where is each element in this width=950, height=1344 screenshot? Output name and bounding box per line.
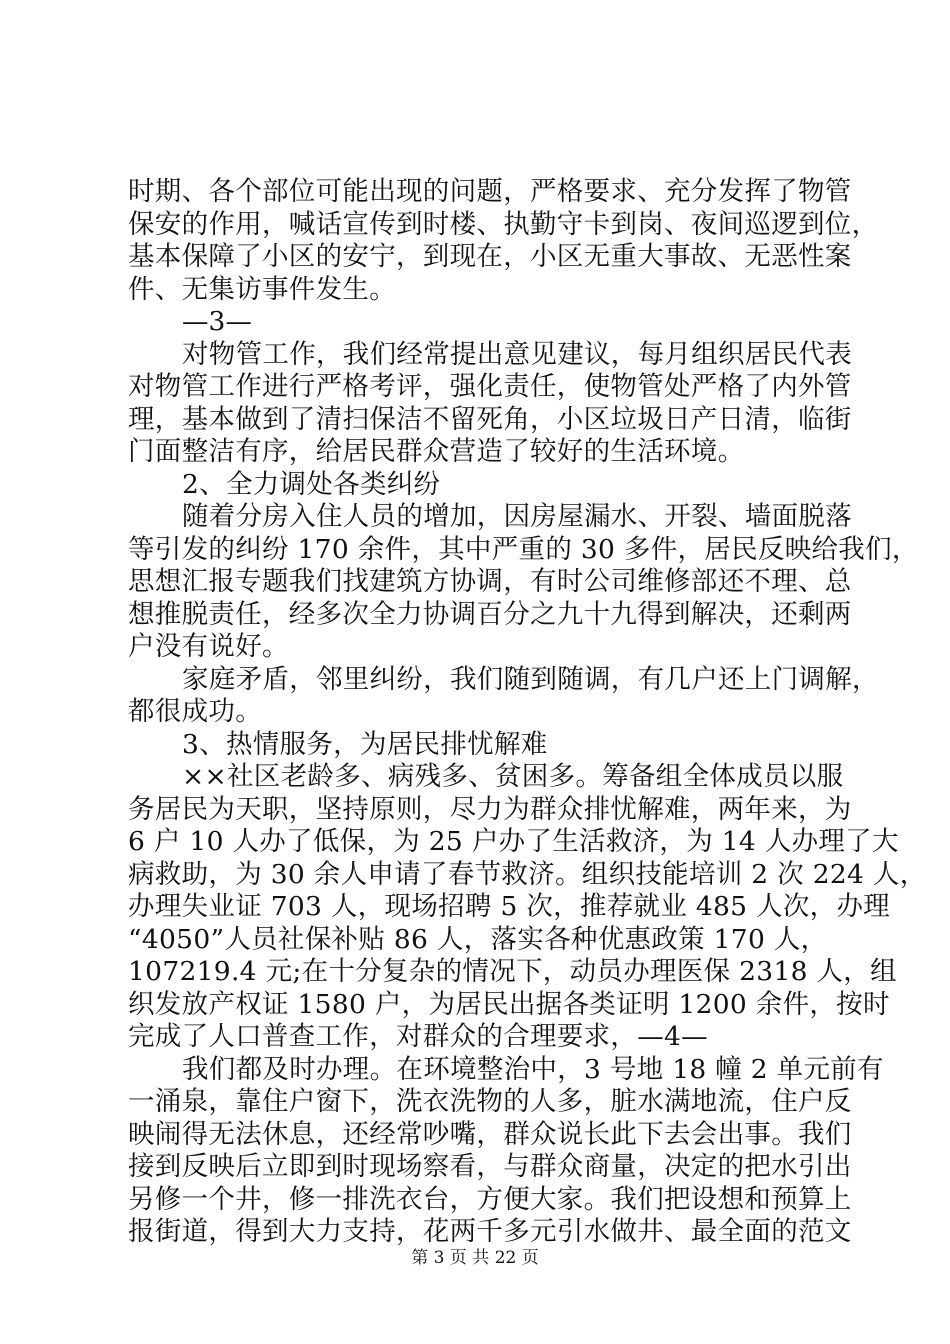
text-line: 对物管工作进行严格考评，强化责任，使物管处严格了内外管 (128, 371, 852, 402)
text-line: 时期、各个部位可能出现的问题，严格要求、充分发挥了物管 (128, 176, 852, 207)
text-line: 户没有说好。 (128, 631, 289, 662)
text-line: 都很成功。 (128, 696, 262, 727)
text-line: 保安的作用，喊话宣传到时楼、执勤守卡到岗、夜间巡逻到位， (128, 208, 879, 240)
text-line: 完成了人口普查工作，对群众的合理要求，—4— (128, 1021, 708, 1052)
text-line: 织发放产权证 1580 户，为居民出据各类证明 1200 余件，按时 (128, 988, 890, 1020)
paragraph-start: 对物管工作，我们经常提出意见建议，每月组织居民代表 (182, 338, 852, 370)
text-line: 理，基本做到了清扫保洁不留死角，小区垃圾日产日清，临街 (128, 403, 852, 435)
text-line: 务居民为天职，坚持原则，尽力为群众排忧解难，两年来，为 (128, 793, 852, 825)
text-line: 件、无集访事件发生。 (128, 273, 396, 305)
text-line: 另修一个井，修一排洗衣台，方便大家。我们把设想和预算上 (128, 1183, 852, 1215)
text-line: 107219.4 元;在十分复杂的情况下，动员办理医保 2318 人，组 (128, 956, 897, 987)
text-line: 一涌泉，靠住户窗下，洗衣洗物的人多，脏水满地流，住户反 (128, 1086, 852, 1117)
text-line: “4050”人员社保补贴 86 人，落实各种优惠政策 170 人， (128, 923, 828, 955)
text-line: 思想汇报专题我们找建筑方协调，有时公司维修部还不理、总 (128, 566, 852, 597)
text-line: 报街道，得到大力支持，花两千多元引水做井、最全面的范文 (128, 1216, 852, 1247)
paragraph-start: 随着分房入住人员的增加，因房屋漏水、开裂、墙面脱落 (182, 501, 852, 532)
text-line: 病救助，为 30 余人申请了春节救济。组织技能培训 2 次 224 人， (128, 858, 927, 890)
page-marker: —3— (182, 306, 252, 337)
text-line: 映闹得无法休息，还经常吵嘴，群众说长此下去会出事。我们 (128, 1118, 852, 1150)
text-line: 等引发的纠纷 170 余件，其中严重的 30 多件，居民反映给我们， (128, 533, 919, 565)
paragraph-start: 家庭矛盾，邻里纠纷，我们随到随调，有几户还上门调解， (182, 663, 879, 695)
text-line: 门面整洁有序，给居民群众营造了较好的生活环境。 (128, 436, 745, 467)
text-line: 基本保障了小区的安宁，到现在，小区无重大事故、无恶性案 (128, 241, 852, 272)
text-line: 想推脱责任，经多次全力协调百分之九十九得到解决，还剩两 (128, 598, 852, 630)
paragraph-start: 我们都及时办理。在环境整治中，3 号地 18 幢 2 单元前有 (182, 1053, 884, 1085)
paragraph-start: ××社区老龄多、病残多、贫困多。筹备组全体成员以服 (182, 761, 844, 792)
text-line: 6 户 10 人办了低保，为 25 户办了生活救济，为 14 人办理了大 (128, 826, 899, 857)
section-heading: 3、热情服务，为居民排忧解难 (182, 728, 548, 760)
text-line: 办理失业证 703 人，现场招聘 5 次，推荐就业 485 人次，办理 (128, 891, 891, 922)
text-line: 接到反映后立即到时现场察看，与群众商量，决定的把水引出 (128, 1151, 852, 1182)
section-heading: 2、全力调处各类纠纷 (182, 468, 441, 500)
page-footer: 第 3 页 共 22 页 (411, 1248, 539, 1268)
document-body (128, 176, 927, 1249)
